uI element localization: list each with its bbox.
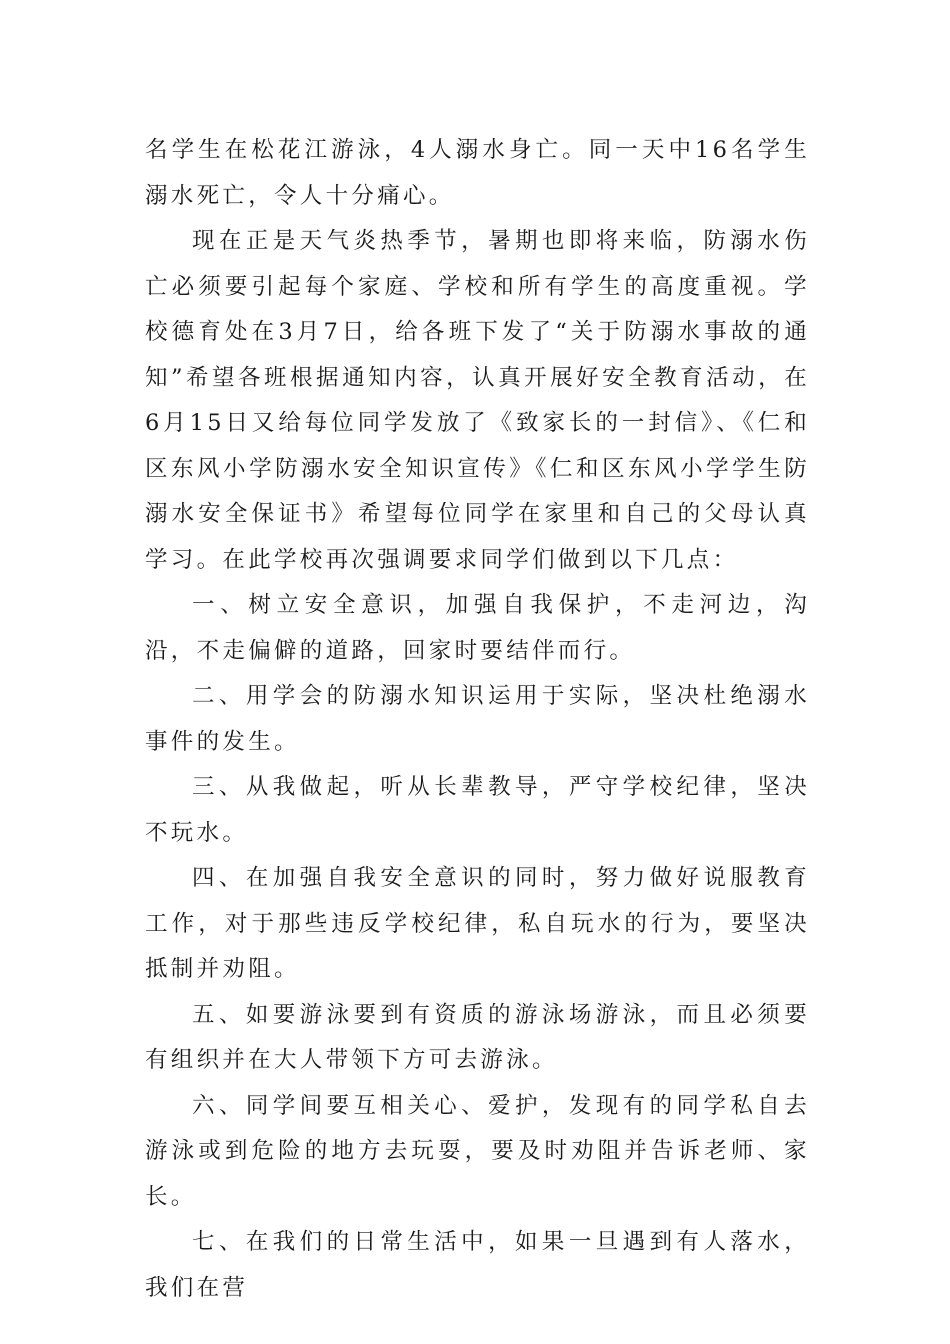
- rule-item-3: 三、从我做起，听从长辈教导，严守学校纪律，坚决不玩水。: [145, 774, 810, 846]
- rule-item-6: 六、同学间要互相关心、爱护，发现有的同学私自去游泳或到危险的地方去玩耍，要及时劝阻并告诉老师、家长。: [145, 1092, 810, 1210]
- rule-item-2: 二、用学会的防溺水知识运用于实际，坚决杜绝溺水事件的发生。: [145, 683, 810, 755]
- rule-item-4: 四、在加强自我安全意识的同时，努力做好说服教育工作，对于那些违反学校纪律，私自玩水的行为，要坚决抵制并劝阻。: [145, 865, 810, 982]
- paragraph-summer-warning: 现在正是天气炎热季节，暑期也即将来临，防溺水伤亡必须要引起每个家庭、学校和所有学生的高度重视。学校德育处在3月7日，给各班下发了“关于防溺水事故的通知”希望各班根据通知内容，认真开展好安全教育活动，在6月15日又给每位同学发放了《致家长的一封信》、《仁和区东风小学防溺水安全知识宣传》《仁和区东风小学学生防溺水安全保证书》希望每位同学在家里和自己的父母认真学习。在此学校再次强调要求同学们做到以下几点：: [145, 228, 810, 573]
- document-body: [145, 128, 810, 1311]
- rule-item-1: 一、树立安全意识，加强自我保护，不走河边，沟沿，不走偏僻的道路，回家时要结伴而行。: [145, 592, 810, 664]
- rule-item-5: 五、如要游泳要到有资质的游泳场游泳，而且必须要有组织并在大人带领下方可去游泳。: [145, 1001, 810, 1073]
- paragraph-continuation: 名学生在松花江游泳，4人溺水身亡。同一天中16名学生溺水死亡，令人十分痛心。: [145, 137, 810, 209]
- rule-item-7: 七、在我们的日常生活中，如果一旦遇到有人落水，我们在营: [145, 1229, 810, 1301]
